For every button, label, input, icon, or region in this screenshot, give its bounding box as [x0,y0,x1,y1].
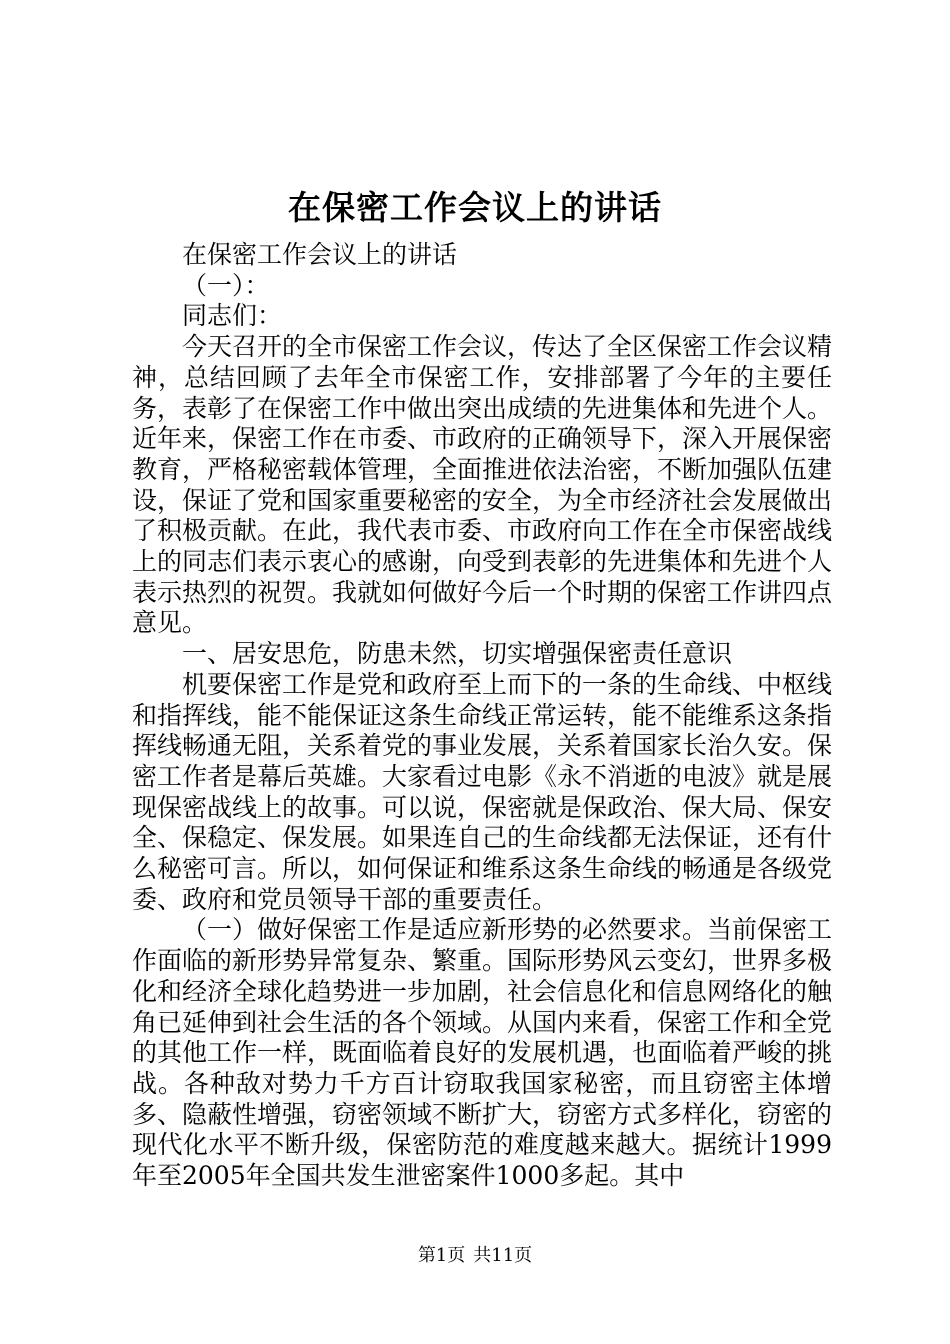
paragraph-section-number: （一）： [182,270,270,300]
document-title: 在保密工作会议上的讲话 [288,188,662,227]
paragraph-salutation: 同志们： [182,301,283,331]
page-footer [0,1244,950,1268]
paragraph-lifeline: 机要保密工作是党和政府至上而下的一条的生命线、中枢线和指挥线，能不能保证这条生命线正常运转，能不能维系这条指挥线畅通无阻，关系着党的事业发展，关系着国家长治久安。保密工作者是幕后英雄。大家看过电影《永不消逝的电波》就是展现保密战线上的故事。可以说，保密就是保政治、保大局、保安全、保稳定、保发展。如果连自己的生命线都无法保证，还有什么秘密可言。所以，如何保证和维系这条生命线的畅通是各级党委、政府和党员领导干部的重要责任。 [132,669,833,914]
document-body [132,240,832,1192]
paragraph-new-situation: （一）做好保密工作是适应新形势的必然要求。当前保密工作面临的新形势异常复杂、繁重。国际形势风云变幻，世界多极化和经济全球化趋势进一步加剧，社会信息化和信息网络化的触角已延伸到社会生活的各个领域。从国内来看，保密工作和全党的其他工作一样，既面临着良好的发展机遇，也面临着严峻的挑战。各种敌对势力千方百计窃取我国家秘密，而且窃密主体增多、隐蔽性增强，窃密领域不断扩大，窃密方式多样化，窃密的现代化水平不断升级，保密防范的难度越来越大。据统计1999年至2005年全国共发生泄密案件1000多起。其中 [132,915,833,1191]
paragraph-heading-one: 一、居安思危，防患未然，切实增强保密责任意识 [182,639,733,669]
paragraph-subtitle: 在保密工作会议上的讲话 [182,240,458,269]
page-number: 第1页 [417,1245,466,1266]
page-total: 共11页 [473,1245,533,1266]
paragraph-opening: 今天召开的全市保密工作会议，传达了全区保密工作会议精神，总结回顾了去年全市保密工作，安排部署了今年的主要任务，表彰了在保密工作中做出突出成绩的先进集体和先进个人。近年来，保密工作在市委、市政府的正确领导下，深入开展保密教育，严格秘密载体管理，全面推进依法治密，不断加强队伍建设，保证了党和国家重要秘密的安全，为全市经济社会发展做出了积极贡献。在此，我代表市委、市政府向工作在全市保密战线上的同志们表示衷心的感谢，向受到表彰的先进集体和先进个人表示热烈的祝贺。我就如何做好今后一个时期的保密工作讲四点意见。 [132,332,833,638]
